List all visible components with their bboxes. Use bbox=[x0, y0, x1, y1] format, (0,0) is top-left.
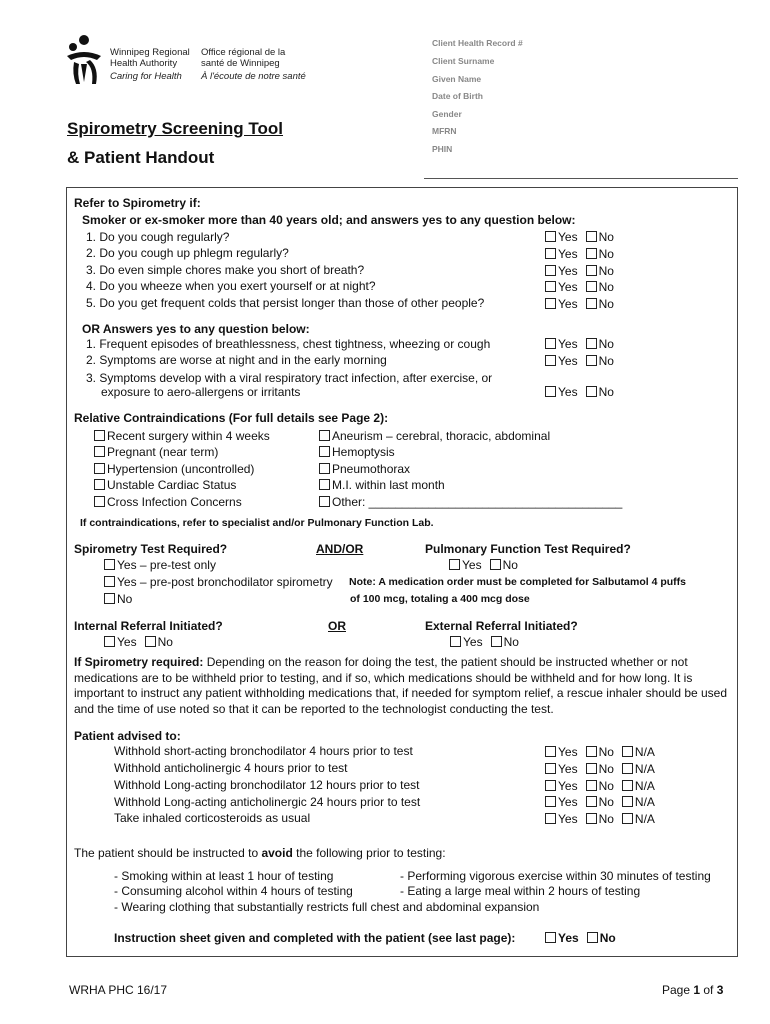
logo-text-fr: Office régional de la santé de Winnipeg À l'écoute de notre santé bbox=[201, 47, 306, 82]
yes-checkbox[interactable] bbox=[545, 231, 556, 242]
yes-no-q2[interactable]: Yes No bbox=[545, 247, 614, 261]
salbutamol-note-1: Note: A medication order must be completed for Salbutamol 4 puffs bbox=[349, 576, 687, 588]
yes-no-internal[interactable]: Yes No bbox=[104, 635, 173, 649]
field-health-record: Client Health Record # bbox=[432, 38, 523, 48]
no-checkbox[interactable] bbox=[586, 355, 597, 366]
question-4: 4. Do you wheeze when you exert yourself or at night? bbox=[86, 279, 376, 293]
no-checkbox[interactable] bbox=[586, 281, 597, 292]
no-checkbox[interactable] bbox=[586, 780, 597, 791]
question-5: 5. Do you get frequent colds that persist longer than those of other people? bbox=[86, 296, 485, 310]
contra-note: If contraindications, refer to specialist and/or Pulmonary Function Lab. bbox=[80, 517, 434, 529]
salbutamol-note-2: of 100 mcg, totaling a 400 mcg dose bbox=[350, 593, 530, 605]
no-checkbox[interactable] bbox=[491, 636, 502, 647]
yes-checkbox[interactable] bbox=[545, 763, 556, 774]
form-code: WRHA PHC 16/17 bbox=[69, 983, 168, 997]
no-checkbox[interactable] bbox=[586, 763, 597, 774]
logo-text-en: Winnipeg Regional Health Authority Caring for Health bbox=[110, 47, 190, 82]
page-title: Spirometry Screening Tool bbox=[67, 119, 284, 138]
yes-no-q3[interactable]: Yes No bbox=[545, 264, 614, 278]
symptom-2: 2. Symptoms are worse at night and in the early morning bbox=[86, 353, 387, 367]
field-phin: PHIN bbox=[432, 144, 453, 154]
yes-checkbox[interactable] bbox=[104, 636, 115, 647]
field-mfrn: MFRN bbox=[432, 126, 457, 136]
pft-heading: Pulmonary Function Test Required? bbox=[425, 542, 631, 556]
yes-no-q4[interactable]: Yes No bbox=[545, 280, 614, 294]
symptom-3: 3. Symptoms develop with a viral respiratory tract infection, after exercise, or bbox=[86, 371, 493, 385]
advised-item-1: Withhold short-acting bronchodilator 4 hours prior to test bbox=[114, 744, 413, 758]
avoid-smoking: - Smoking within at least 1 hour of testing bbox=[114, 869, 334, 883]
refer-heading: Refer to Spirometry if: bbox=[74, 196, 201, 210]
yes-checkbox[interactable] bbox=[545, 386, 556, 397]
smoker-criteria: Smoker or ex-smoker more than 40 years old; and answers yes to any question below: bbox=[82, 213, 576, 227]
contra-left-4[interactable]: Unstable Cardiac Status bbox=[94, 478, 236, 492]
no-checkbox[interactable] bbox=[586, 338, 597, 349]
avoid-clothing: - Wearing clothing that substantially restricts full chest and abdominal expansion bbox=[114, 900, 540, 914]
spiro-option-post[interactable]: Yes – pre-post bronchodilator spirometry bbox=[104, 575, 333, 589]
contra-heading: Relative Contraindications (For full details see Page 2): bbox=[74, 411, 389, 425]
yes-no-na-2[interactable]: Yes No N/A bbox=[545, 762, 655, 776]
yes-checkbox[interactable] bbox=[545, 932, 556, 943]
internal-referral-heading: Internal Referral Initiated? bbox=[74, 619, 223, 633]
na-checkbox[interactable] bbox=[622, 813, 633, 824]
na-checkbox[interactable] bbox=[622, 763, 633, 774]
question-2: 2. Do you cough up phlegm regularly? bbox=[86, 246, 289, 260]
advised-heading: Patient advised to: bbox=[74, 729, 181, 743]
contra-right-3[interactable]: Pneumothorax bbox=[319, 462, 410, 476]
avoid-intro: The patient should be instructed to avoid the following prior to testing: bbox=[74, 846, 446, 860]
yes-checkbox[interactable] bbox=[449, 559, 460, 570]
avoid-meal: - Eating a large meal within 2 hours of testing bbox=[400, 884, 641, 898]
no-checkbox[interactable] bbox=[586, 265, 597, 276]
no-checkbox[interactable] bbox=[587, 932, 598, 943]
advised-item-4: Withhold Long-acting anticholinergic 24 hours prior to test bbox=[114, 795, 421, 809]
no-checkbox[interactable] bbox=[586, 231, 597, 242]
contra-left-2[interactable]: Pregnant (near term) bbox=[94, 445, 218, 459]
yes-no-s1[interactable]: Yes No bbox=[545, 337, 614, 351]
yes-checkbox[interactable] bbox=[545, 355, 556, 366]
no-checkbox[interactable] bbox=[145, 636, 156, 647]
no-checkbox[interactable] bbox=[586, 813, 597, 824]
yes-checkbox[interactable] bbox=[545, 813, 556, 824]
yes-no-na-3[interactable]: Yes No N/A bbox=[545, 779, 655, 793]
advised-item-2: Withhold anticholinergic 4 hours prior to test bbox=[114, 761, 348, 775]
yes-no-s2[interactable]: Yes No bbox=[545, 354, 614, 368]
contra-right-5[interactable]: Other: ______________________________________ bbox=[319, 495, 622, 509]
contra-left-3[interactable]: Hypertension (uncontrolled) bbox=[94, 462, 254, 476]
field-given-name: Given Name bbox=[432, 74, 482, 84]
yes-checkbox[interactable] bbox=[545, 248, 556, 259]
yes-no-na-5[interactable]: Yes No N/A bbox=[545, 812, 655, 826]
yes-checkbox[interactable] bbox=[545, 298, 556, 309]
field-dob: Date of Birth bbox=[432, 91, 483, 101]
question-1: 1. Do you cough regularly? bbox=[86, 230, 230, 244]
instruction-sheet-line: Instruction sheet given and completed with the patient (see last page): bbox=[114, 931, 516, 945]
external-referral-heading: External Referral Initiated? bbox=[425, 619, 578, 633]
contra-right-4[interactable]: M.I. within last month bbox=[319, 478, 445, 492]
no-checkbox[interactable] bbox=[586, 298, 597, 309]
field-surname: Client Surname bbox=[432, 56, 495, 66]
na-checkbox[interactable] bbox=[622, 796, 633, 807]
page-subtitle: & Patient Handout bbox=[67, 148, 215, 167]
advised-item-3: Withhold Long-acting bronchodilator 12 hours prior to test bbox=[114, 778, 420, 792]
advised-item-5: Take inhaled corticosteroids as usual bbox=[114, 811, 311, 825]
yes-checkbox[interactable] bbox=[545, 281, 556, 292]
contra-left-5[interactable]: Cross Infection Concerns bbox=[94, 495, 242, 509]
no-checkbox[interactable] bbox=[586, 746, 597, 757]
yes-no-q1[interactable]: Yes No bbox=[545, 230, 614, 244]
page-number: Page 1 of 3 bbox=[662, 983, 724, 997]
yes-checkbox[interactable] bbox=[545, 265, 556, 276]
yes-no-na-4[interactable]: Yes No N/A bbox=[545, 795, 655, 809]
yes-checkbox[interactable] bbox=[545, 796, 556, 807]
no-checkbox[interactable] bbox=[586, 796, 597, 807]
yes-no-pft[interactable]: Yes No bbox=[449, 558, 518, 572]
contra-right-1[interactable]: Aneurism – cerebral, thoracic, abdominal bbox=[319, 429, 550, 443]
or-label: OR bbox=[328, 619, 346, 633]
spiro-option-pre[interactable]: Yes – pre-test only bbox=[104, 558, 216, 572]
yes-no-external[interactable]: Yes No bbox=[450, 635, 519, 649]
yes-no-na-1[interactable]: Yes No N/A bbox=[545, 745, 655, 759]
yes-no-sheet[interactable]: Yes No bbox=[545, 931, 616, 945]
question-3: 3. Do even simple chores make you short of breath? bbox=[86, 263, 365, 277]
symptom-1: 1. Frequent episodes of breathlessness, chest tightness, wheezing or cough bbox=[86, 337, 491, 351]
wrha-logo-icon bbox=[64, 34, 104, 86]
avoid-exercise: - Performing vigorous exercise within 30 minutes of testing bbox=[400, 869, 711, 883]
yes-checkbox[interactable] bbox=[545, 780, 556, 791]
yes-no-q5[interactable]: Yes No bbox=[545, 297, 614, 311]
spiro-option-no[interactable]: No bbox=[104, 592, 132, 606]
na-checkbox[interactable] bbox=[622, 746, 633, 757]
contra-right-2[interactable]: Hemoptysis bbox=[319, 445, 395, 459]
spirometry-test-heading: Spirometry Test Required? bbox=[74, 542, 228, 556]
yes-checkbox[interactable] bbox=[450, 636, 461, 647]
symptom-3-cont: exposure to aero-allergens or irritants bbox=[101, 385, 301, 399]
yes-no-s3[interactable]: Yes No bbox=[545, 385, 614, 399]
avoid-alcohol: - Consuming alcohol within 4 hours of testing bbox=[114, 884, 353, 898]
andor-label: AND/OR bbox=[316, 542, 364, 556]
na-checkbox[interactable] bbox=[622, 780, 633, 791]
client-info-divider bbox=[424, 178, 738, 179]
yes-checkbox[interactable] bbox=[545, 338, 556, 349]
field-gender: Gender bbox=[432, 109, 462, 119]
no-checkbox[interactable] bbox=[490, 559, 501, 570]
no-checkbox[interactable] bbox=[586, 248, 597, 259]
instructions-paragraph: If Spirometry required: Depending on the reason for doing the test, the patient should be instructed whether or not medications are to be withheld prior to testing, and if so, which medications should be withheld and for how long. It is important to instruct any patient withholding medications that, if needed for symptom relief, a rescue inhaler should be used and the time of use noted so that it can be reported to the technologist conducting the test. bbox=[74, 655, 728, 716]
contra-left-1[interactable]: Recent surgery within 4 weeks bbox=[94, 429, 270, 443]
no-checkbox[interactable] bbox=[586, 386, 597, 397]
yes-checkbox[interactable] bbox=[545, 746, 556, 757]
or-criteria-heading: OR Answers yes to any question below: bbox=[82, 322, 310, 336]
